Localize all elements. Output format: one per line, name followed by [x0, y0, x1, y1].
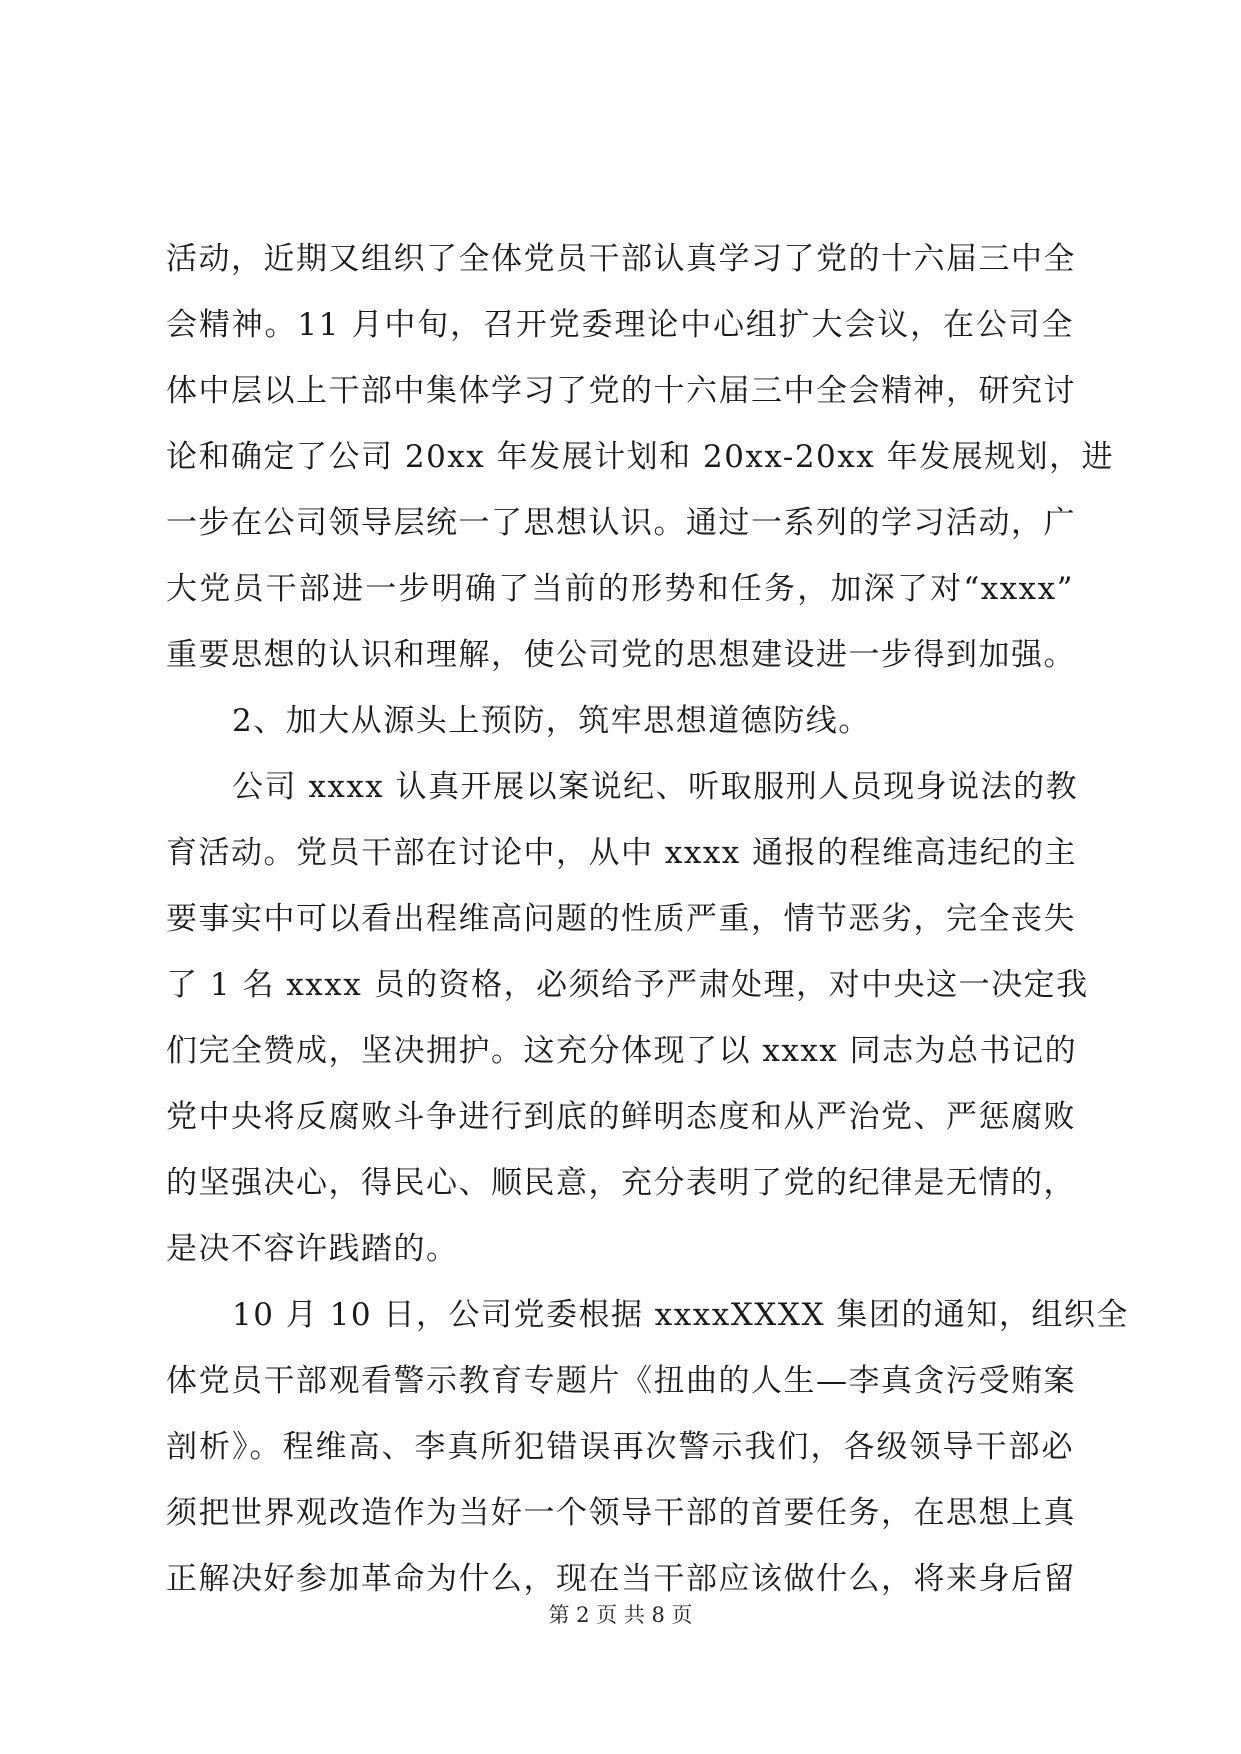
text-line: 正解决好参加革命为什么，现在当干部应该做什么，将来身后留 [166, 1561, 1076, 1597]
text-line: 党中央将反腐败斗争进行到底的鲜明态度和从严治党、严惩腐败 [166, 1099, 1076, 1135]
text-line: 体党员干部观看警示教育专题片《扭曲的人生—李真贪污受贿案 [166, 1363, 1076, 1399]
text-line: 论和确定了公司 20xx 年发展计划和 20xx-20xx 年发展规划，进 [166, 439, 1115, 475]
text-line: 一步在公司领导层统一了思想认识。通过一系列的学习活动，广 [166, 505, 1076, 541]
text-line: 们完全赞成，坚决拥护。这充分体现了以 xxxx 同志为总书记的 [166, 1033, 1078, 1069]
text-line: 大党员干部进一步明确了当前的形势和任务，加深了对“xxxx” [166, 571, 1074, 607]
text-line: 要事实中可以看出程维高问题的性质严重，情节恶劣，完全丧失 [166, 901, 1076, 937]
text-line: 公司 xxxx 认真开展以案说纪、听取服刑人员现身说法的教 [232, 769, 1079, 805]
text-line: 须把世界观改造作为当好一个领导干部的首要任务，在思想上真 [166, 1495, 1076, 1531]
text-line: 育活动。党员干部在讨论中，从中 xxxx 通报的程维高违纪的主 [166, 835, 1078, 871]
text-line: 的坚强决心，得民心、顺民意，充分表明了党的纪律是无情的， [166, 1165, 1076, 1201]
page-number-footer: 第 2 页 共 8 页 [548, 1603, 693, 1627]
text-line: 活动，近期又组织了全体党员干部认真学习了党的十六届三中全 [166, 241, 1076, 277]
text-line: 重要思想的认识和理解，使公司党的思想建设进一步得到加强。 [166, 637, 1076, 673]
section-heading: 2、加大从源头上预防，筑牢思想道德防线。 [232, 703, 871, 739]
text-line: 了 1 名 xxxx 员的资格，必须给予严肃处理，对中央这一决定我 [166, 967, 1089, 1003]
text-line: 会精神。11 月中旬，召开党委理论中心组扩大会议，在公司全 [166, 307, 1074, 343]
text-line: 10 月 10 日，公司党委根据 xxxxXXXX 集团的通知，组织全 [232, 1297, 1129, 1333]
text-line: 是决不容许践踏的。 [166, 1231, 459, 1267]
document-body [166, 226, 1129, 1612]
text-line: 剖析》。程维高、李真所犯错误再次警示我们，各级领导干部必 [166, 1429, 1074, 1465]
text-line: 体中层以上干部中集体学习了党的十六届三中全会精神，研究讨 [166, 373, 1076, 409]
